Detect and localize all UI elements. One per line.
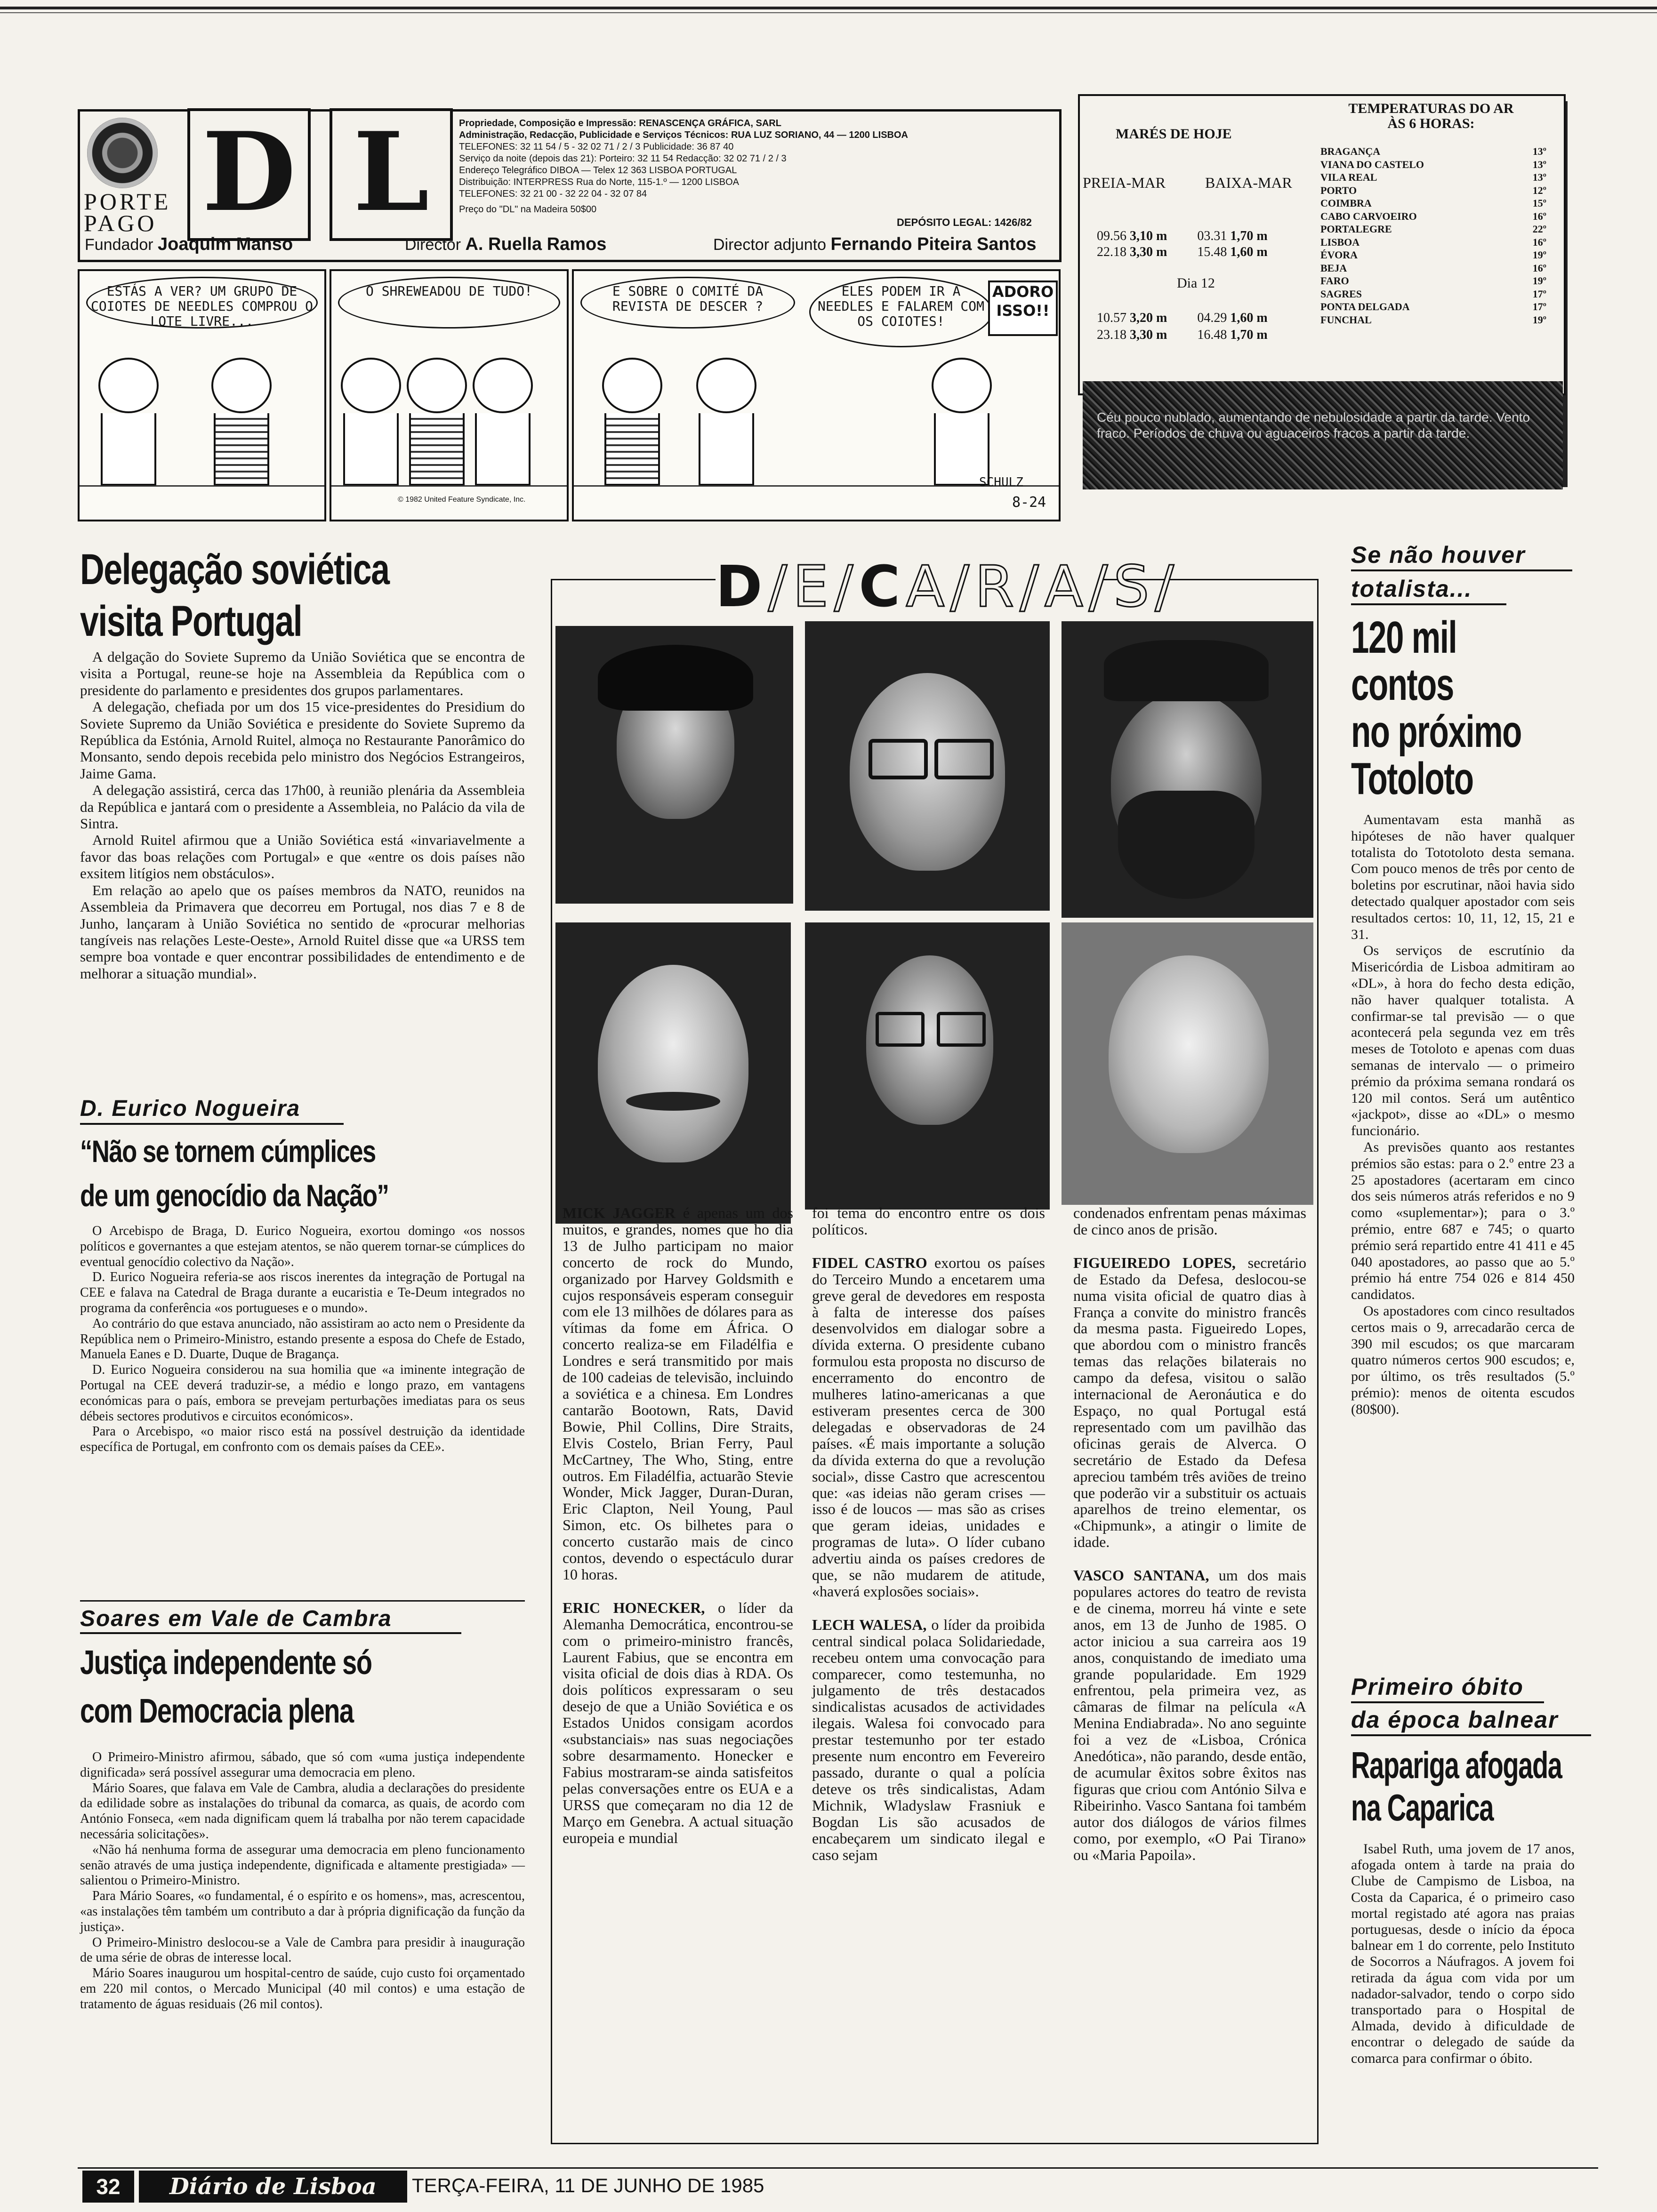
speech-bubble: E SOBRE O COMITÉ DA REVISTA DE DESCER ? [580, 277, 795, 329]
city-name: COIMBRA [1320, 197, 1372, 209]
photo-fidel-castro [1062, 621, 1313, 918]
comic-panel-2 [330, 269, 569, 521]
comic-copyright: © 1982 United Feature Syndicate, Inc. [398, 496, 526, 504]
rubric-eurico: D. Eurico Nogueira [80, 1096, 301, 1121]
city-temperature: 13º [1532, 158, 1546, 170]
rubric-obito-2: da época balnear [1351, 1707, 1559, 1733]
fundador [85, 234, 293, 255]
temperature-row [1320, 158, 1546, 171]
linus-figure [602, 358, 662, 486]
pago-label: PAGO [84, 210, 157, 236]
tide-row: 10.57 3,20 m 04.29 1,60 m [1097, 311, 1268, 325]
rubric-rule [1351, 569, 1572, 571]
city-temperature: 19º [1532, 275, 1546, 287]
city-temperature: 13º [1532, 171, 1546, 183]
rubric-rule [1351, 603, 1506, 605]
headline-totoloto-2: contos [1351, 659, 1454, 710]
rubric-totoloto-1: Se não houver [1351, 542, 1526, 568]
linus-figure [407, 358, 467, 486]
temperature-row [1320, 288, 1546, 301]
photo-mick-jagger [555, 626, 793, 904]
comic-panel-1 [78, 269, 326, 521]
porte-label: PORTE [84, 188, 171, 215]
rubric-soares: Soares em Vale de Cambra [80, 1606, 392, 1631]
tides-title: MARÉS DE HOJE [1116, 126, 1232, 142]
caras-item-walesa: LECH WALESA, o líder da proibida central sindical polaca Solidariedade, recebeu ontem uma convocação para comparecer, como testemunha, no julgamento de três destacados sindicalistas acusados de actividades ilegais. Walesa foi convocado para prestar testemunho por ter estado presente num encontro em Fevereiro passado, durante o qual a polícia deteve os três sindicalistas, Adam Michnik, Wladyslaw Frasniuk e Bogdan Lis são acusados de encabeçarem um sindicato ilegal e caso sejam [812, 1616, 1046, 1863]
adjunto-label: Director adjunto [713, 236, 827, 254]
caras-column-2 [812, 1205, 1045, 1863]
director-label: Director [405, 236, 461, 254]
rubric-obito-1: Primeiro óbito [1351, 1674, 1524, 1700]
city-temperature: 19º [1532, 249, 1546, 261]
weather-forecast: Céu pouco nublado, aumentando de nebulosidade a partir da tarde. Vento fraco. Períodos de chuva ou aguaceiros fracos a partir da tarde. [1097, 410, 1530, 441]
logo-letter-d: D [187, 108, 311, 241]
city-temperature: 13º [1532, 145, 1546, 157]
snoopy-figure [932, 358, 992, 486]
temperature-row [1320, 262, 1546, 275]
city-temperature: 19º [1532, 313, 1546, 326]
city-name: PONTA DELGADA [1320, 301, 1410, 313]
adjunto-name: Fernando Piteira Santos [830, 234, 1037, 254]
temperature-row [1320, 145, 1546, 158]
headline-totoloto-3: no próximo [1351, 706, 1521, 757]
photo-figueiredo-lopes [805, 922, 1050, 1210]
temperature-row [1320, 184, 1546, 197]
city-name: ÉVORA [1320, 249, 1358, 261]
city-name: VILA REAL [1320, 171, 1377, 183]
article-eurico: O Arcebispo de Braga, D. Eurico Nogueira, exortou domingo «os nossos políticos e governantes a que estejam atentos, se não querem tornar-se cúmplices do eventual genocídio colectivo da Nação». D. Eurico Nogueira referia-se aos riscos inerentes da integração de Portugal na CEE e falava na Catedral de Braga durante a eucaristia e Te-Deum integrados no programa da conferência «os portugueses e o mundo». Ao contrário do que estava anunciado, não assistiram ao acto nem o Presidente da República nem o Primeiro-Ministro, estando presente a esposa do Chefe de Estado, Manuela Eanes e D. Duarte, Duque de Bragança. D. Eurico Nogueira considerou na sua homilia que «a iminente integração de Portugal na CEE deverá traduzir-se, a médio e longo prazo, em vantagens económicas para o país, embora se prevejam perturbações imediatas para os seus débeis sectores produtivos e circuitos económicos». Para o Arcebispo, «o maior risco está na possível destruição da identidade específica de Portugal, em confronto com os demais países da CEE». [80, 1224, 525, 1455]
rubric-totoloto-2: totalista... [1351, 576, 1472, 602]
charlie-figure [696, 358, 756, 486]
porte-pago [84, 188, 171, 236]
tide-row: 22.18 3,30 m 15.48 1,60 m [1097, 245, 1268, 259]
article-delegacao: A delgação do Soviete Supremo da União Soviética que se encontra de visita a Portugal, reune-se hoje na Assembleia da República com o presidente do parlamento e presidentes dos grupos parlamentares. A delegação, chefiada por um dos 15 vice-presidentes do Presidium do Soviete Supremo da União Soviética e presidente do Soviete Supremo da República da Estónia, Arnold Ruitel, almoça no Restaurante Panorâmico do Monsanto, sendo depois recebida pelo ministro dos Negócios Estrangeiros, Jaime Gama. A delegação assistirá, cerca das 17h00, à reunião plenária da Assembleia da República e jantará com o presidente a Assembleia, no Palácio da vila de Sintra. Arnold Ruitel afirmou que a União Soviética está «invariavelmente a favor das boas relações com Portugal» e que «entre os dois países não exsitem litígios nem obstáculos». Em relação ao apelo que os países membros da NATO, reunidos na Assembleia da Primavera que decorreu em Portugal, nos dias 7 e 8 de Junho, lançaram à União Soviética no sentido de «procurar melhorias tangíveis nas relações Leste-Oeste», Arnold Ruitel disse que «a URSS tem sempre boa vontade e quer encontrar possibilidades de entendimento e de melhorar a situação mundial». [80, 649, 525, 982]
ground-line [331, 485, 567, 487]
snoopy-figure [98, 358, 159, 486]
caras-item-honecker: ERIC HONECKER, o líder da Alemanha Democrática, encontrou-se com o primeiro-ministro francês, Laurent Fabius, que se encontra em visita oficial de dois dias à RDA. Os dois políticos expressaram o seu desejo de que a União Soviética e os Estados Unidos consigam acordos «substanciais» nas suas negociações sobre desarmamento. Honecker e Fabius mostraram-se ainda satisfeitos pelas conversações entre os EUA e a URSS que começaram no dia 12 de Março em Genebra. A actual situação europeia e mundial [563, 1599, 794, 1846]
headline-totoloto-4: Totoloto [1351, 753, 1473, 804]
caras-title: D/E/CA/R/A/S/ [716, 554, 1180, 620]
headline-totoloto-1: 120 mil [1351, 612, 1457, 663]
info-line: TELEFONES: 32 21 00 - 32 22 04 - 32 07 84 [459, 189, 647, 199]
director [405, 234, 606, 255]
city-name: SAGRES [1320, 288, 1362, 300]
article-obito: Isabel Ruth, uma jovem de 17 anos, afogada ontem à tarde na praia do Clube de Campismo de Lisboa, na Costa da Caparica, é o primeiro caso mortal registado até agora nas praias portuguesas, desde o início da época balnear em 1 do corrente, pelo Instituto de Socorros a Náufragos. A jovem foi retirada da água com vida por um nadador-salvador, tendo o corpo sido transportado para o Hospital de Almada, devido à dificuldade de encontrar o delegado de saúde da comarca para confirmar o óbito. [1351, 1841, 1575, 2066]
city-name: PORTO [1320, 184, 1357, 196]
city-temperature: 16º [1532, 236, 1546, 248]
page-number: 32 [82, 2171, 134, 2203]
temperature-row [1320, 197, 1546, 210]
photo-eric-honecker [805, 621, 1050, 911]
tide-row: 23.18 3,30 m 16.48 1,70 m [1097, 328, 1268, 342]
city-temperature: 16º [1532, 210, 1546, 222]
city-name: PORTALEGRE [1320, 223, 1392, 235]
city-name: BRAGANÇA [1320, 145, 1381, 157]
headline-soares-1: Justiça independente só [80, 1644, 372, 1682]
comic-signature: SCHULZ [979, 475, 1023, 489]
city-name: LISBOA [1320, 236, 1360, 248]
ground-line [80, 485, 324, 487]
info-line: Distribuição: INTERPRESS Rua do Norte, 115-1.º — 1200 LISBOA [459, 177, 739, 187]
madeira-price: Preço do "DL" na Madeira 50$00 [459, 204, 597, 215]
temperature-row [1320, 274, 1546, 288]
temperatures-list [1320, 145, 1546, 326]
photo-lech-walesa [555, 922, 791, 1224]
coat-of-arms-icon [87, 118, 158, 188]
caras-column-1 [563, 1205, 793, 1846]
temperature-row [1320, 248, 1546, 262]
temperatures-title: TEMPERATURAS DO AR ÀS 6 HORAS: [1348, 101, 1514, 131]
headline-delegacao-1: Delegação soviética [80, 545, 389, 593]
caras-item-vasco: VASCO SANTANA, um dos mais populares actores do teatro de revista e de cinema, morreu há vinte e sete anos, em 13 de Junho de 1985. O actor iniciou a sua carreira aos 19 anos, conquistando de imediato uma grande popularidade. Em 1929 enfrentou, pela primeira vez, as câmaras de filmar na película «A Menina Endiabrada». No ano seguinte foi a vez de «Lisboa, Crónica Anedótica», não parando, desde então, de acumular êxitos sobre êxitos nas figuras que criou com António Silva e Ribeirinho. Vasco Santana foi também autor dos diálogos de vários filmes como, por exemplo, «O Pai Tirano» ou «Maria Papoila». [1073, 1567, 1307, 1863]
charlie-figure [473, 358, 533, 486]
top-rule-thin [0, 12, 1657, 13]
section-rule [80, 1600, 525, 1602]
city-name: FUNCHAL [1320, 313, 1372, 326]
caras-item-figueiredo: FIGUEIREDO LOPES, secretário de Estado da Defesa, deslocou-se numa visita oficial de quatro dias à França a convite do ministro francês da mesma pasta. Figueiredo Lopes, que abordou com o ministro francês temas das relações bilaterais no campo da defesa, visitou o salão internacional de Aeronáutica e do Espaço, no qual Portugal está representado com um pavilhão das oficinas gerais de Alverca. O secretário de Estado da Defesa apreciou também três aviões de treino que poderão vir a substituir os actuais aparelhos de treino elementar, os «Chipmunk», a atingir o limite de idade. [1073, 1254, 1306, 1551]
caras-column-3 [1073, 1205, 1306, 1863]
city-temperature: 12º [1532, 184, 1546, 196]
rubric-rule [80, 1123, 344, 1125]
tides-preia-header: PREIA-MAR [1083, 174, 1166, 191]
info-line: Endereço Telegráfico DIBOA — Telex 12 363 LISBOA PORTUGAL [459, 165, 737, 176]
top-rule [0, 7, 1657, 9]
tides-day: Dia 12 [1177, 275, 1215, 291]
rubric-rule [1351, 1701, 1544, 1703]
city-temperature: 16º [1532, 262, 1546, 274]
article-totoloto: Aumentavam esta manhã as hipóteses de não haver qualquer totalista do Tototoloto desta semana. Com pouco menos de três por cento de boletins por escrutinar, nãoi havia sido detectado qualquer apostador com seis resultados certos: 10, 11, 12, 15, 21 e 31. Os serviços de escrutínio da Misericórdia de Lisboa admitiram ao «DL», à hora do fecho desta edição, não haver qualquer totalista. A confirmar-se tal previsão — o que acontecerá pela segunda vez em três meses de Totoloto e apenas com duas semanas de intervalo — o primeiro prémio da próxima semana rondará os 120 mil contos. Será um autêntico «jackpot», disse ao «DL» o mesmo funcionário. As previsões quanto aos restantes prémios são estas: para o 2.º entre 23 a 25 apostadores (acertaram em cinco dos seis números atrás referidos e no 9 como «suplementar»); para o 3.º prémio, entre 687 e 745; o quarto prémio será repartido entre 41 411 e 45 040 apostadores, ao passo que ao 5.º prémio há entre 754 026 e 814 450 candidatos. Os apostadores com cinco resultados certos mais o 9, arrecadarão cerca de 390 mil escudos; os que marcaram quatro números certos 900 escudos; e, por último, os três resultados (5.º prémio): menos de oitenta escudos (80$00). [1351, 812, 1575, 1417]
speech-bubble: ESTÁS A VER? UM GRUPO DE COIOTES DE NEEDLES COMPROU O LOTE LIVRE... [86, 277, 318, 329]
info-line: Propriedade, Composição e Impressão: RENASCENÇA GRÁFICA, SARL [459, 118, 781, 128]
caras-item-jagger: MICK JAGGER é apenas um dos muitos, e grandes, nomes que ho dia 13 de Julho participam no maior concerto de rock do Mundo, organizado por Harvey Goldsmith e cujos responsáveis esperam conseguir com ele 13 milhões de dólares para as vítimas da fome em África. O concerto realiza-se em Filadélfia e Londres e será transmitido por mais de 100 cadeias de televisão, incluindo a soviética e a chinesa. Em Londres cantarão Bootown, Rats, David Bowie, Phil Collins, Dire Straits, Elvis Costelo, Brian Ferry, Paul McCartney, The Who, Sting, entre outros. Em Filadélfia, actuarão Stevie Wonder, Mick Jagger, Duran-Duran, Eric Clapton, Neil Young, Paul Simon, etc. Os bilhetes para o concerto custarão mais de cinco contos, devendo o espectáculo durar 10 horas. [563, 1204, 794, 1583]
newspaper-name: Diário de Lisboa [139, 2171, 407, 2203]
article-soares: O Primeiro-Ministro afirmou, sábado, que só com «uma justiça independente dignificada» será possível assegurar uma democracia em pleno. Mário Soares, que falava em Vale de Cambra, aludia a declarações do presidente da edilidade sobre as instalações do tribunal da comarca, as quais, de acordo com António Fonseca, «em nada dignificam quem lá trabalha por não terem capacidade necessária solicitações». «Não há nenhuma forma de assegurar uma democracia em pleno funcionamento senão através de uma justiça independente, dignificada e altamente prestigiada» — salientou o Primeiro-Ministro. Para Mário Soares, «o fundamental, é o espírito e os homens», mas, acrescentou, «as instalações têm também um contributo a dar à própria dignificação da função da justiça». O Primeiro-Ministro deslocou-se a Vale de Cambra para presidir à inauguração de uma série de obras de interesse local. Mário Soares inaugurou um hospital-centro de saúde, cujo custo foi orçamentado em 220 mil contos, o Mercado Municipal (40 mil contos) e uma estação de tratamento de águas residuais (26 mil contos). [80, 1750, 525, 2012]
city-name: CABO CARVOEIRO [1320, 210, 1417, 222]
speech-bubble: O SHREWEADOU DE TUDO! [338, 277, 560, 329]
headline-eurico-2: de um genocídio da Nação” [80, 1178, 389, 1213]
tide-row: 09.56 3,10 m 03.31 1,70 m [1097, 229, 1268, 243]
city-temperature: 17º [1532, 288, 1546, 300]
headline-obito-2: na Caparica [1351, 1787, 1494, 1828]
temperature-row [1320, 210, 1546, 223]
speech-bubble: ELES PODEM IR A NEEDLES E FALAREM COM OS COIOTES! [809, 277, 993, 347]
logo-letter-l: L [330, 108, 453, 241]
city-temperature: 15º [1532, 197, 1546, 209]
speech-bubble-shout: ADORO ISSO!! [988, 281, 1058, 336]
linus-figure [211, 358, 272, 486]
info-line: TELEFONES: 32 11 54 / 5 - 32 02 71 / 2 / 3 Publicidade: 36 87 40 [459, 142, 734, 152]
city-name: FARO [1320, 275, 1349, 287]
headline-obito-1: Rapariga afogada [1351, 1744, 1562, 1786]
info-line: Administração, Redacção, Publicidade e Serviços Técnicos: RUA LUZ SORIANO, 44 — 1200 LISBOA [459, 130, 908, 140]
masthead-info [459, 118, 1047, 216]
temperature-row [1320, 236, 1546, 249]
city-temperature: 22º [1532, 223, 1546, 235]
deposito-legal: DEPÓSITO LEGAL: 1426/82 [897, 216, 1032, 228]
comic-date: 8-24 [1012, 494, 1046, 511]
city-name: BEJA [1320, 262, 1347, 274]
caras-item-cont: condenados enfrentam penas máximas de cinco anos de prisão. [1073, 1204, 1306, 1238]
issue-date: TERÇA-FEIRA, 11 DE JUNHO DE 1985 [412, 2174, 764, 2196]
headline-eurico-1: “Não se tornem cúmplices [80, 1134, 376, 1169]
director-name: A. Ruella Ramos [465, 234, 607, 254]
caras-item-castro: FIDEL CASTRO exortou os países do Terceiro Mundo a encetarem uma greve geral de devedores em resposta à falta de interesse dos países desenvolvidos em dialogar sobre a dívida externa. O presidente cubano formulou esta proposta no discurso de encerramento do encontro de mulheres latino-americanas a que estiveram presentes cerca de 300 delegadas e observadoras de 24 países. «É mais importante a solução da dívida externa do que a revolução social», disse Castro que acrescentou que: «as ideias não geram crises — isso é de loucos — mas são as crises que geram ideias, unidades e programas de luta». O líder cubano advertiu ainda os países credores de que, se não mudarem de atitude, «haverá explosões sociais». [812, 1254, 1046, 1600]
info-line: Serviço da noite (depois das 21): Porteiro: 32 11 54 Redacção: 32 02 71 / 2 / 3 [459, 153, 787, 164]
director-adjunto [713, 234, 1037, 255]
fundador-name: Joaquim Manso [158, 234, 293, 254]
photo-vasco-santana [1062, 922, 1313, 1205]
city-name: VIANA DO CASTELO [1320, 158, 1424, 170]
city-temperature: 17º [1532, 301, 1546, 313]
temperature-row [1320, 171, 1546, 184]
temperature-row [1320, 223, 1546, 236]
temperature-row [1320, 313, 1546, 327]
rubric-rule [1351, 1734, 1591, 1736]
snoopy-figure [341, 358, 401, 486]
footer-rule [78, 2167, 1598, 2169]
tides-baixa-header: BAIXA-MAR [1205, 174, 1292, 191]
caras-item-cont: foi tema do encontro entre os dois políticos. [812, 1204, 1045, 1238]
temperature-row [1320, 300, 1546, 313]
fundador-label: Fundador [85, 236, 153, 254]
rubric-rule [80, 1632, 461, 1634]
headline-delegacao-2: visita Portugal [80, 597, 302, 645]
headline-soares-2: com Democracia plena [80, 1692, 354, 1730]
